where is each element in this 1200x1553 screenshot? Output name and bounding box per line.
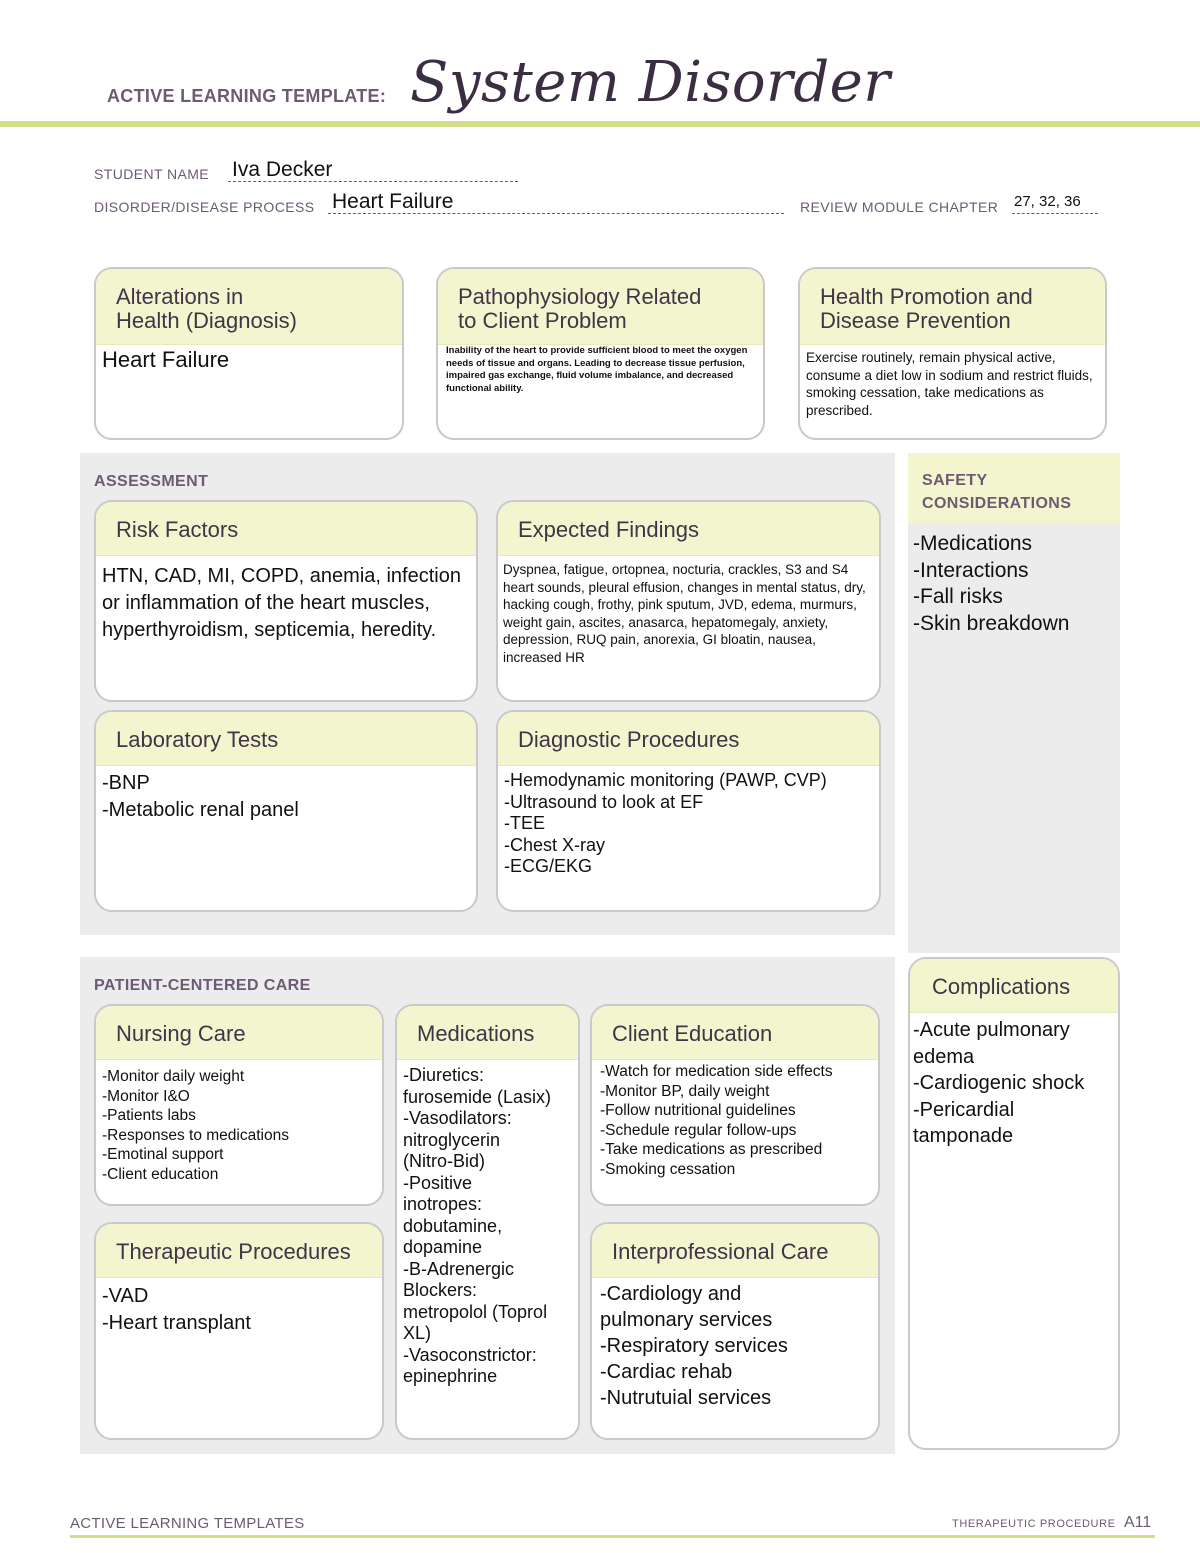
student-name-label: STUDENT NAME [94, 166, 209, 182]
safety-list: -Medications -Interactions -Fall risks -Skin breakdown [913, 532, 1070, 635]
health-promotion-title: Health Promotion and Disease Prevention [800, 269, 1105, 345]
review-chapter-label: REVIEW MODULE CHAPTER [800, 199, 999, 215]
client-education-body: -Watch for medication side effects -Monitor BP, daily weight -Follow nutritional guidelines -Schedule regular follow-ups -Take medications as prescribed -Smoking cessation [600, 1063, 833, 1178]
patient-care-title: PATIENT-CENTERED CARE [94, 977, 311, 994]
risk-factors-body: HTN, CAD, MI, COPD, anemia, infection or inflammation of the heart muscles, hyperthyroidism, septicemia, heredity. [102, 565, 461, 641]
student-name-field[interactable] [228, 160, 518, 182]
student-name-value: Iva Decker [232, 158, 333, 181]
laboratory-tests-title: Laboratory Tests [96, 712, 476, 766]
diagnostic-procedures-card [496, 710, 881, 912]
laboratory-tests-body: -BNP -Metabolic renal panel [102, 772, 299, 821]
alterations-body: Heart Failure [102, 347, 230, 372]
risk-factors-title: Risk Factors [96, 502, 476, 556]
expected-findings-title: Expected Findings [498, 502, 879, 556]
laboratory-tests-card [94, 710, 478, 912]
therapeutic-procedures-body: -VAD -Heart transplant [102, 1285, 251, 1334]
diagnostic-procedures-body: -Hemodynamic monitoring (PAWP, CVP) -Ultrasound to look at EF -TEE -Chest X-ray -ECG/EKG [504, 770, 827, 876]
client-education-title: Client Education [592, 1006, 878, 1060]
client-education-card [590, 1004, 880, 1206]
alterations-card [94, 267, 404, 440]
diagnostic-procedures-title: Diagnostic Procedures [498, 712, 879, 766]
complications-title: Complications [910, 959, 1118, 1013]
review-chapter-value: 27, 32, 36 [1014, 193, 1081, 210]
footer-page-number: A11 [1124, 1514, 1152, 1531]
health-promotion-card [798, 267, 1107, 440]
nursing-care-card [94, 1004, 384, 1206]
pathophysiology-body: Inability of the heart to provide sufficient blood to meet the oxygen needs of tissue and organs. Leading to decrease tissue perfusion, impaired gas exchange, fluid volume imbalance, and decreased functional ability. [446, 345, 748, 394]
footer-right-label: THERAPEUTIC PROCEDURE [952, 1518, 1116, 1530]
pathophysiology-title: Pathophysiology Related to Client Problem [438, 269, 763, 345]
therapeutic-procedures-title: Therapeutic Procedures [96, 1224, 382, 1278]
page-title: System Disorder [410, 50, 891, 115]
medications-title: Medications [397, 1006, 578, 1060]
complications-card [908, 957, 1120, 1450]
nursing-care-body: -Monitor daily weight -Monitor I&O -Patients labs -Responses to medications -Emotinal support -Client education [102, 1068, 289, 1183]
footer-divider [70, 1535, 1155, 1538]
disorder-field[interactable] [328, 192, 784, 214]
interprofessional-care-body: -Cardiology and pulmonary services -Respiratory services -Cardiac rehab -Nutrutuial services [600, 1283, 788, 1409]
footer-left-label: ACTIVE LEARNING TEMPLATES [70, 1515, 305, 1532]
health-promotion-body: Exercise routinely, remain physical active, consume a diet low in sodium and restrict fluids, smoking cessation, take medications as prescribed. [806, 350, 1093, 418]
expected-findings-card [496, 500, 881, 702]
pathophysiology-card [436, 267, 765, 440]
medications-card [395, 1004, 580, 1440]
assessment-title: ASSESSMENT [94, 473, 209, 490]
safety-considerations-panel [908, 453, 1120, 953]
nursing-care-title: Nursing Care [96, 1006, 382, 1060]
disorder-label: DISORDER/DISEASE PROCESS [94, 199, 315, 215]
interprofessional-care-title: Interprofessional Care [592, 1224, 878, 1278]
review-chapter-field[interactable] [1012, 192, 1098, 214]
disorder-value: Heart Failure [332, 190, 454, 213]
interprofessional-care-card [590, 1222, 880, 1440]
template-label: ACTIVE LEARNING TEMPLATE: [107, 86, 387, 106]
complications-body: -Acute pulmonary edema -Cardiogenic shock -Pericardial tamponade [913, 1019, 1085, 1147]
expected-findings-body: Dyspnea, fatigue, ortopnea, nocturia, crackles, S3 and S4 heart sounds, pleural effusion, changes in mental status, dry, hacking cough, frothy, pink sputum, JVD, edema, murmurs, weight gain, ascites, anasarca, hepatomegaly, anxiety, depression, RUQ pain, anorexia, GI bloatin, nausea, increased HR [503, 562, 866, 665]
safety-title: SAFETY CONSIDERATIONS [908, 453, 1120, 523]
risk-factors-card [94, 500, 478, 702]
medications-body: -Diuretics: furosemide (Lasix) -Vasodilators: nitroglycerin (Nitro-Bid) -Positive inotropes: dobutamine, dopamine -B-Adrenergic Blockers: metropolol (Toprol XL) -Vasoconstrictor: epinephrine [403, 1065, 552, 1386]
header-divider [0, 121, 1200, 127]
alterations-title: Alterations in Health (Diagnosis) [96, 269, 402, 345]
therapeutic-procedures-card [94, 1222, 384, 1440]
